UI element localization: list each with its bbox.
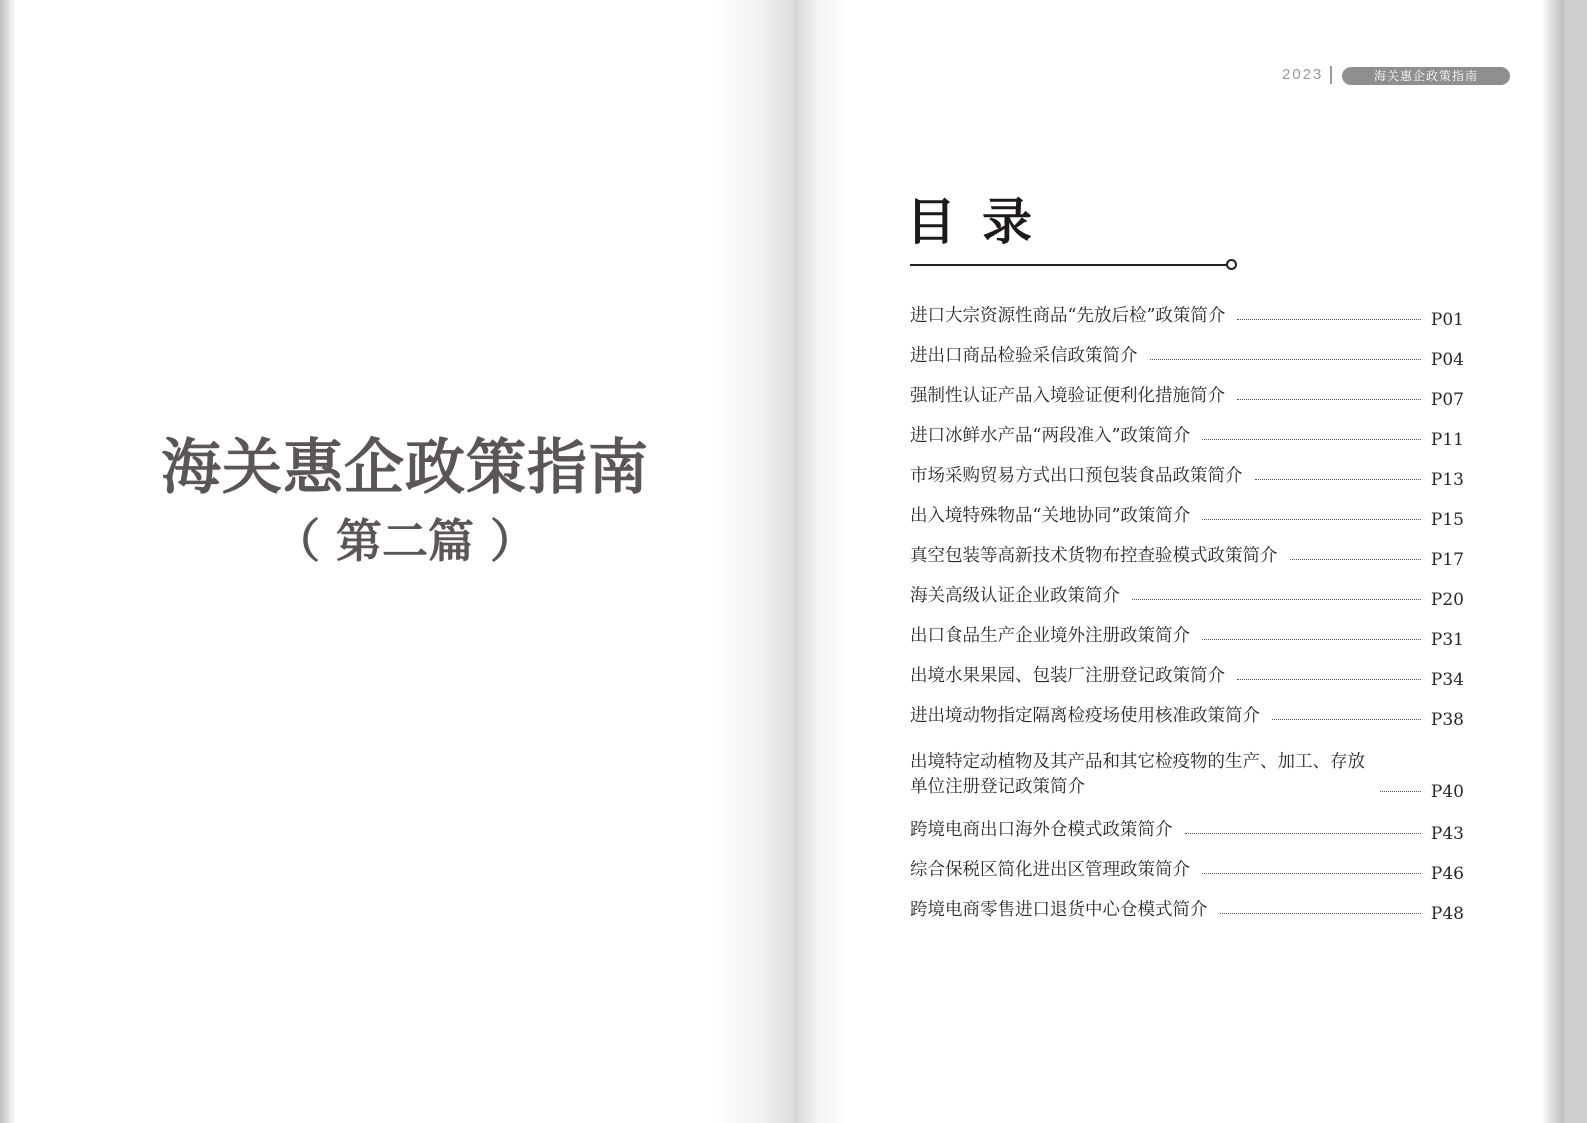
toc-entry-title: 强制性认证产品入境验证便利化措施简介 <box>910 386 1225 406</box>
toc-entry-page: P15 <box>1430 510 1464 530</box>
toc-entry-page: P48 <box>1430 904 1464 924</box>
toc-entry-title: 综合保税区简化进出区管理政策简介 <box>910 860 1190 880</box>
toc-entry[interactable] <box>910 616 1464 656</box>
toc-entry-title: 进出境动物指定隔离检疫场使用核准政策简介 <box>910 706 1260 726</box>
toc-heading-rule <box>910 264 1228 266</box>
header-year: 2023 <box>1282 66 1324 83</box>
toc-entry-title: 出口食品生产企业境外注册政策简介 <box>910 626 1190 646</box>
toc-leader-dots <box>1290 558 1421 560</box>
toc-entry[interactable] <box>910 696 1464 736</box>
toc-entry-page: P13 <box>1430 470 1464 490</box>
toc-leader-dots <box>1255 478 1421 480</box>
toc-entry-page: P07 <box>1430 390 1464 410</box>
toc-entry[interactable] <box>910 416 1464 456</box>
toc-entry[interactable] <box>910 456 1464 496</box>
cover-title: 海关惠企政策指南 <box>161 433 649 503</box>
toc-leader-dots <box>1202 518 1421 520</box>
right-page <box>794 0 1564 1123</box>
toc-leader-dots <box>1272 718 1421 720</box>
toc-entry-title: 市场采购贸易方式出口预包装食品政策简介 <box>910 466 1243 486</box>
toc-entry-title: 真空包装等高新技术货物布控查验模式政策简介 <box>910 546 1278 566</box>
toc-entry[interactable] <box>910 496 1464 536</box>
toc-entry[interactable] <box>910 656 1464 696</box>
toc-entry[interactable] <box>910 810 1464 850</box>
header-publication-badge: 海关惠企政策指南 <box>1342 67 1510 85</box>
toc-entry-page: P40 <box>1430 782 1464 802</box>
toc-leader-dots <box>1202 438 1421 440</box>
toc-entry-title: 跨境电商零售进口退货中心仓模式简介 <box>910 900 1208 920</box>
toc-entry[interactable] <box>910 296 1464 336</box>
toc-entry-page: P11 <box>1430 430 1464 450</box>
left-page <box>16 0 794 1123</box>
toc-entry[interactable] <box>910 376 1464 416</box>
toc-entry[interactable] <box>910 850 1464 890</box>
toc-entry-page: P31 <box>1430 630 1464 650</box>
toc-leader-dots <box>1185 832 1421 834</box>
toc-heading: 目录 <box>906 193 1058 251</box>
toc-entry[interactable] <box>910 890 1464 930</box>
toc-leader-dots <box>1202 872 1421 874</box>
toc-leader-dots <box>1380 790 1421 792</box>
toc-entry-title: 出境水果果园、包装厂注册登记政策简介 <box>910 666 1225 686</box>
toc-rule-end-dot <box>1226 259 1237 270</box>
toc-entry-page: P46 <box>1430 864 1464 884</box>
toc-entry[interactable] <box>910 536 1464 576</box>
toc-leader-dots <box>1237 678 1421 680</box>
toc-leader-dots <box>1132 598 1421 600</box>
toc-leader-dots <box>1237 318 1421 320</box>
right-page-edge <box>1541 0 1564 1123</box>
toc-entry-page: P34 <box>1430 670 1464 690</box>
toc-leader-dots <box>1237 398 1421 400</box>
toc-entry-page: P01 <box>1430 310 1464 330</box>
left-page-edge <box>0 0 16 1123</box>
toc-entry-title: 进出口商品检验采信政策简介 <box>910 346 1138 366</box>
toc-entry-title: 进口冰鲜水产品“两段准入”政策简介 <box>910 426 1191 446</box>
toc-entry-title: 出入境特殊物品“关地协同”政策简介 <box>910 506 1191 526</box>
toc-leader-dots <box>1220 912 1421 914</box>
toc-entry-page: P04 <box>1430 350 1464 370</box>
toc-entry-page: P43 <box>1430 824 1464 844</box>
toc-entry-title: 海关高级认证企业政策简介 <box>910 586 1120 606</box>
toc-entry[interactable] <box>910 576 1464 616</box>
header-divider <box>1330 66 1332 84</box>
toc-entry[interactable] <box>910 738 1464 808</box>
toc-list <box>910 296 1464 930</box>
toc-entry[interactable] <box>910 336 1464 376</box>
toc-leader-dots <box>1202 638 1421 640</box>
toc-entry-page: P20 <box>1430 590 1464 610</box>
toc-entry-title: 出境特定动植物及其产品和其它检疫物的生产、加工、存放单位注册登记政策简介 <box>910 752 1365 797</box>
toc-leader-dots <box>1150 358 1421 360</box>
toc-entry-page: P38 <box>1430 710 1464 730</box>
toc-entry-title: 进口大宗资源性商品“先放后检”政策简介 <box>910 306 1226 326</box>
toc-entry-title: 跨境电商出口海外仓模式政策简介 <box>910 820 1173 840</box>
toc-entry-page: P17 <box>1430 550 1464 570</box>
cover-subtitle: （ 第二篇 ） <box>273 514 537 568</box>
